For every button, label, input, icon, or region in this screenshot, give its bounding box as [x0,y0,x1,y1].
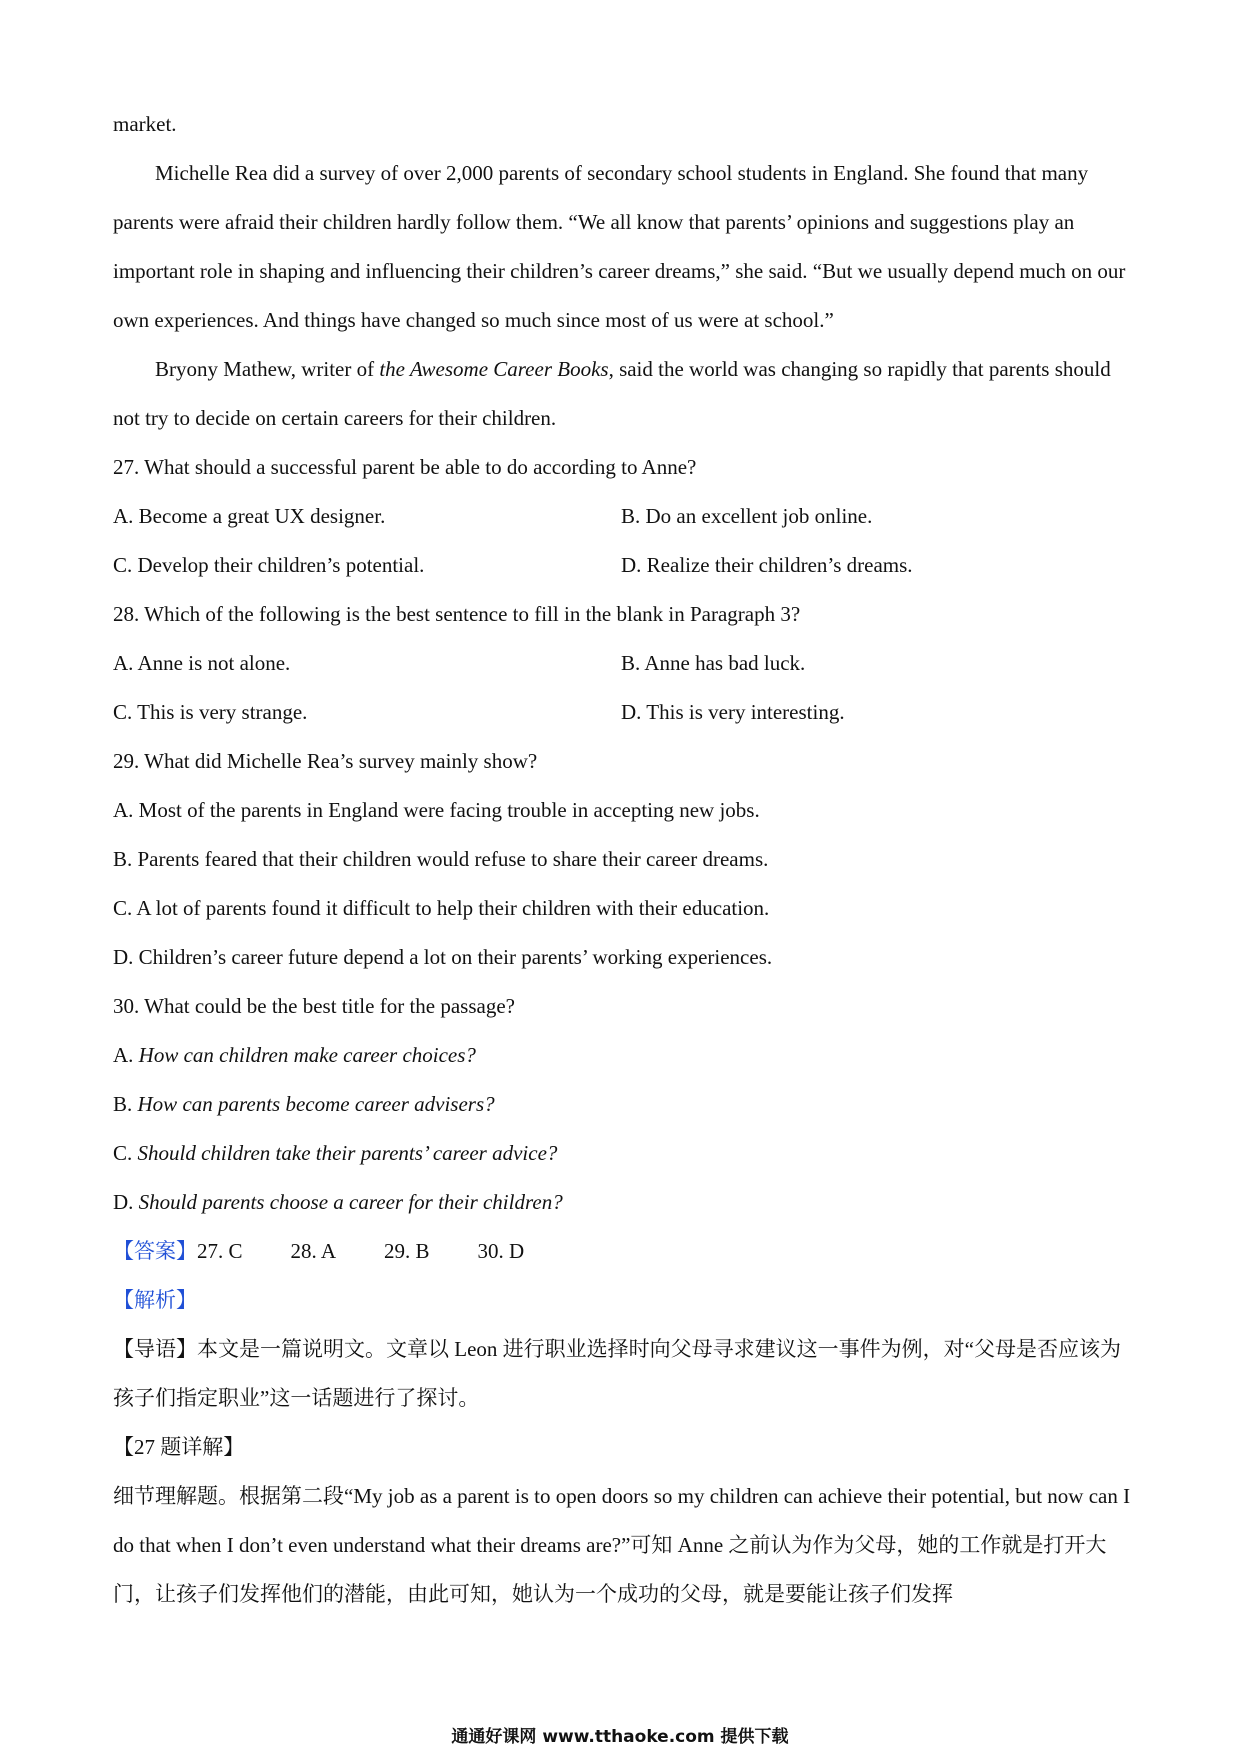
question-27-stem: 27. What should a successful parent be able to do according to Anne? [113,455,697,479]
answer-27: 27. C [197,1239,243,1263]
book-title: the Awesome Career Books [379,357,609,381]
answer-29: 29. B [384,1239,430,1263]
question-27-option-c: C. Develop their children’s potential. [113,553,425,577]
page-content [113,100,1133,1619]
answer-28: 28. A [290,1239,337,1263]
question-30-option-a [113,1031,1133,1080]
passage-paragraph-michelle: Michelle Rea did a survey of over 2,000 parents of secondary school students in England. She found that many parents were afraid their children hardly follow them. “We all know that parents’ opinions and suggestions play an important role in shaping and influencing their children’s career dreams,” she said. “But we usually depend much on our own experiences. And things have changed so much since most of us were at school.” [113,161,1126,332]
option-text: Should children take their parents’ career advice? [137,1141,558,1165]
question-29-option-b: B. Parents feared that their children would refuse to share their career dreams. [113,847,769,871]
detail-label: 【27 题详解】 [113,1435,245,1459]
page-footer: 通通好课网 www.tthaoke.com 提供下载 [451,1727,789,1747]
intro-label: 【导语】 [113,1337,197,1361]
question-28-options-row-1 [113,639,1133,688]
question-30-stem: 30. What could be the best title for the passage? [113,994,515,1018]
question-29-option-a: A. Most of the parents in England were facing trouble in accepting new jobs. [113,798,760,822]
option-text: How can parents become career advisers? [137,1092,495,1116]
intro-paragraph [113,1325,1133,1423]
passage-line-market: market. [113,112,177,136]
question-27-options-row-1 [113,492,1133,541]
analysis-label [113,1276,1133,1325]
question-30-option-d [113,1178,1133,1227]
question-28-option-b: B. Anne has bad luck. [621,651,806,675]
intro-text: 本文是一篇说明文。文章以 Leon 进行职业选择时向父母寻求建议这一事件为例，对“父母是否应该为孩子们指定职业”这一话题进行了探讨。 [113,1337,1121,1410]
question-27-option-b: B. Do an excellent job online. [621,504,873,528]
question-30-option-c [113,1129,1133,1178]
option-letter: B. [113,1092,138,1116]
option-text: How can children make career choices? [138,1043,476,1067]
question-28-option-c: C. This is very strange. [113,700,308,724]
question-27-options-row-2 [113,541,1133,590]
option-text: Should parents choose a career for their children? [138,1190,563,1214]
passage-paragraph-bryony [113,345,1133,443]
detail-paragraph: 细节理解题。根据第二段“My job as a parent is to open doors so my children can achieve their potential, but now can I do that when I don’t even understand what their dreams are?”可知 Anne 之前认为作为父母，她的工作就是打开大门，让孩子们发挥他们的潜能，由此可知，她认为一个成功的父母，就是要能让孩子们发挥 [113,1484,1131,1606]
question-29-stem: 29. What did Michelle Rea’s survey mainly show? [113,749,538,773]
bryony-text-after: , said the world was changing so rapidly that parents should not try to decide on certain careers for their children. [113,357,1111,430]
question-28-stem: 28. Which of the following is the best sentence to fill in the blank in Paragraph 3? [113,602,801,626]
option-letter: A. [113,1043,139,1067]
option-letter: C. [113,1141,138,1165]
analysis-label-text: 【解析】 [113,1288,197,1312]
question-28-options-row-2 [113,688,1133,737]
question-29-option-c: C. A lot of parents found it difficult to help their children with their education. [113,896,770,920]
question-28-option-d: D. This is very interesting. [621,700,845,724]
answer-line [113,1227,1133,1276]
answer-30: 30. D [477,1239,525,1263]
option-letter: D. [113,1190,139,1214]
question-27-option-a: A. Become a great UX designer. [113,504,386,528]
answer-label: 【答案】 [113,1239,197,1263]
question-27-option-d: D. Realize their children’s dreams. [621,553,913,577]
question-29-option-d: D. Children’s career future depend a lot on their parents’ working experiences. [113,945,773,969]
bryony-text-before: Bryony Mathew, writer of [155,357,380,381]
question-28-option-a: A. Anne is not alone. [113,651,291,675]
question-30-option-b [113,1080,1133,1129]
